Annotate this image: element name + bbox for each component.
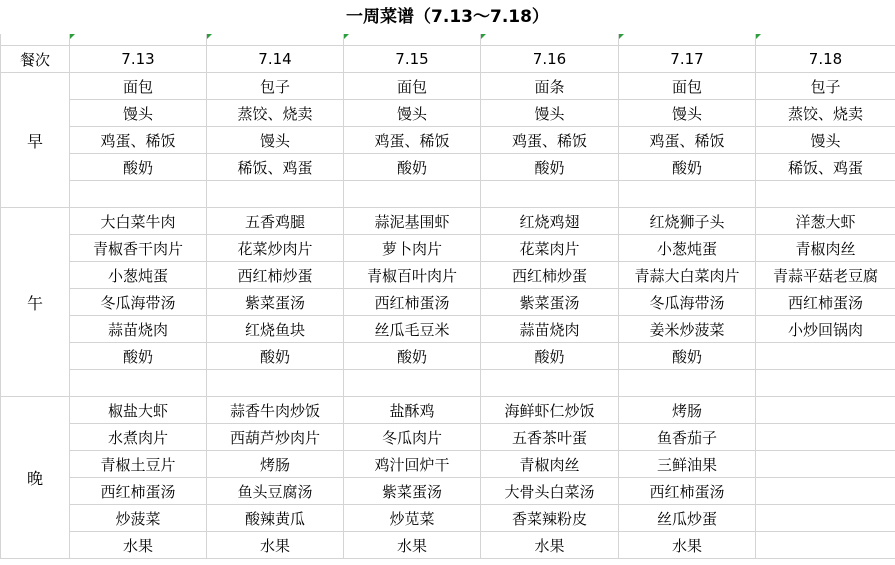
dish-cell[interactable]: 小葱炖蛋: [619, 235, 756, 262]
dish-cell[interactable]: 酸奶: [344, 154, 481, 181]
dish-cell[interactable]: 青蒜平菇老豆腐: [756, 262, 895, 289]
dish-cell[interactable]: 水果: [344, 532, 481, 559]
dinner-label-cell[interactable]: 晚: [1, 397, 70, 559]
dish-cell[interactable]: 青椒肉丝: [756, 235, 895, 262]
dish-cell[interactable]: 馒头: [344, 100, 481, 127]
lunch-label-cell[interactable]: 午: [1, 208, 70, 397]
dish-cell[interactable]: [756, 532, 895, 559]
dish-cell[interactable]: 鱼头豆腐汤: [207, 478, 344, 505]
dish-cell[interactable]: 海鲜虾仁炒饭: [481, 397, 619, 424]
dish-cell[interactable]: [756, 505, 895, 532]
dish-cell[interactable]: 蒜泥基围虾: [344, 208, 481, 235]
dish-cell[interactable]: 西红柿蛋汤: [344, 289, 481, 316]
dish-cell[interactable]: 小葱炖蛋: [70, 262, 207, 289]
dish-cell[interactable]: [756, 397, 895, 424]
dish-cell[interactable]: 水果: [619, 532, 756, 559]
empty-cell[interactable]: [756, 181, 895, 208]
dish-cell[interactable]: 大骨头白菜汤: [481, 478, 619, 505]
empty-cell[interactable]: [207, 181, 344, 208]
dish-cell[interactable]: 水煮肉片: [70, 424, 207, 451]
dish-cell[interactable]: 酸奶: [619, 343, 756, 370]
dish-cell[interactable]: 西红柿蛋汤: [70, 478, 207, 505]
dish-cell[interactable]: 紫菜蛋汤: [344, 478, 481, 505]
dish-cell[interactable]: 香菜辣粉皮: [481, 505, 619, 532]
dish-cell[interactable]: 面条: [481, 73, 619, 100]
dish-cell[interactable]: 烤肠: [207, 451, 344, 478]
date-cell[interactable]: 7.17: [619, 46, 756, 73]
dish-cell[interactable]: 蒸饺、烧卖: [207, 100, 344, 127]
breakfast-row: [1, 154, 895, 181]
empty-cell[interactable]: [619, 181, 756, 208]
grid-cell[interactable]: [344, 34, 481, 46]
dish-cell[interactable]: 冬瓜肉片: [344, 424, 481, 451]
dish-cell[interactable]: 三鲜油果: [619, 451, 756, 478]
dish-cell[interactable]: 丝瓜毛豆米: [344, 316, 481, 343]
dinner-row: [1, 451, 895, 478]
dish-cell[interactable]: 西红柿炒蛋: [207, 262, 344, 289]
dish-cell[interactable]: 鸡蛋、稀饭: [344, 127, 481, 154]
dish-cell[interactable]: 炒菠菜: [70, 505, 207, 532]
dish-cell[interactable]: 青椒百叶肉片: [344, 262, 481, 289]
dish-cell[interactable]: 花菜肉片: [481, 235, 619, 262]
empty-cell[interactable]: [481, 370, 619, 397]
dish-cell[interactable]: 姜米炒菠菜: [619, 316, 756, 343]
dish-cell[interactable]: 蒜苗烧肉: [481, 316, 619, 343]
dish-cell[interactable]: 萝卜肉片: [344, 235, 481, 262]
empty-cell[interactable]: [70, 181, 207, 208]
dish-cell[interactable]: 花菜炒肉片: [207, 235, 344, 262]
empty-cell[interactable]: [70, 370, 207, 397]
dish-cell[interactable]: 紫菜蛋汤: [207, 289, 344, 316]
dish-cell[interactable]: [756, 478, 895, 505]
dish-cell[interactable]: 酸奶: [481, 343, 619, 370]
lunch-row: [1, 316, 895, 343]
dish-cell[interactable]: 酸奶: [344, 343, 481, 370]
dinner-row: [1, 397, 895, 424]
dish-cell[interactable]: 紫菜蛋汤: [481, 289, 619, 316]
date-cell[interactable]: 7.16: [481, 46, 619, 73]
dish-cell[interactable]: 西红柿蛋汤: [756, 289, 895, 316]
dish-cell[interactable]: 包子: [207, 73, 344, 100]
dish-cell[interactable]: 水果: [207, 532, 344, 559]
empty-cell[interactable]: [207, 370, 344, 397]
dish-cell[interactable]: 鸡蛋、稀饭: [70, 127, 207, 154]
dish-cell[interactable]: [756, 424, 895, 451]
dish-cell[interactable]: 鱼香茄子: [619, 424, 756, 451]
dish-cell[interactable]: 包子: [756, 73, 895, 100]
dish-cell[interactable]: 红烧狮子头: [619, 208, 756, 235]
dish-cell[interactable]: 西红柿蛋汤: [619, 478, 756, 505]
dish-cell[interactable]: 青椒香干肉片: [70, 235, 207, 262]
breakfast-label-cell[interactable]: 早: [1, 73, 70, 208]
meal-header-cell[interactable]: 餐次: [1, 46, 70, 73]
dish-cell[interactable]: 五香茶叶蛋: [481, 424, 619, 451]
dish-cell[interactable]: 冬瓜海带汤: [70, 289, 207, 316]
dish-cell[interactable]: 鸡蛋、稀饭: [619, 127, 756, 154]
dish-cell[interactable]: 酸奶: [481, 154, 619, 181]
dish-cell[interactable]: 馒头: [619, 100, 756, 127]
dinner-row: [1, 478, 895, 505]
dish-cell[interactable]: 水果: [70, 532, 207, 559]
dish-cell[interactable]: 烤肠: [619, 397, 756, 424]
dinner-row: [1, 532, 895, 559]
empty-cell[interactable]: [619, 370, 756, 397]
dish-cell[interactable]: 鸡汁回炉干: [344, 451, 481, 478]
dish-cell[interactable]: [756, 343, 895, 370]
dish-cell[interactable]: 面包: [344, 73, 481, 100]
dish-cell[interactable]: 酸奶: [70, 154, 207, 181]
date-cell[interactable]: 7.13: [70, 46, 207, 73]
breakfast-row: [1, 73, 895, 100]
dish-cell[interactable]: 馒头: [207, 127, 344, 154]
dish-cell[interactable]: 椒盐大虾: [70, 397, 207, 424]
header-row: [1, 46, 895, 73]
dish-cell[interactable]: 面包: [70, 73, 207, 100]
dish-cell[interactable]: 馒头: [756, 127, 895, 154]
dish-cell[interactable]: 青蒜大白菜肉片: [619, 262, 756, 289]
menu-table: [0, 34, 895, 559]
dish-cell[interactable]: 大白菜牛肉: [70, 208, 207, 235]
dish-cell[interactable]: 西葫芦炒肉片: [207, 424, 344, 451]
dish-cell[interactable]: 洋葱大虾: [756, 208, 895, 235]
breakfast-spacer-row: [1, 181, 895, 208]
empty-cell[interactable]: [756, 370, 895, 397]
dish-cell[interactable]: 馒头: [70, 100, 207, 127]
dish-cell[interactable]: 炒苋菜: [344, 505, 481, 532]
breakfast-row: [1, 127, 895, 154]
lunch-row: [1, 208, 895, 235]
dish-cell[interactable]: 青椒肉丝: [481, 451, 619, 478]
breakfast-row: [1, 100, 895, 127]
dish-cell[interactable]: 红烧鱼块: [207, 316, 344, 343]
grid-cell[interactable]: [619, 34, 756, 46]
empty-cell[interactable]: [344, 370, 481, 397]
dinner-row: [1, 505, 895, 532]
dinner-row: [1, 424, 895, 451]
dish-cell[interactable]: 酸辣黄瓜: [207, 505, 344, 532]
dish-cell[interactable]: [756, 451, 895, 478]
dish-cell[interactable]: 酸奶: [207, 343, 344, 370]
dish-cell[interactable]: 丝瓜炒蛋: [619, 505, 756, 532]
empty-cell[interactable]: [481, 181, 619, 208]
lunch-row: [1, 235, 895, 262]
dish-cell[interactable]: 水果: [481, 532, 619, 559]
dish-cell[interactable]: 面包: [619, 73, 756, 100]
dish-cell[interactable]: 蒜苗烧肉: [70, 316, 207, 343]
dish-cell[interactable]: 冬瓜海带汤: [619, 289, 756, 316]
date-cell[interactable]: 7.14: [207, 46, 344, 73]
date-cell[interactable]: 7.15: [344, 46, 481, 73]
lunch-row: [1, 262, 895, 289]
date-cell[interactable]: 7.18: [756, 46, 895, 73]
grid-cell[interactable]: [207, 34, 344, 46]
dish-cell[interactable]: 酸奶: [619, 154, 756, 181]
top-strip-row: [1, 34, 895, 46]
grid-cell[interactable]: [756, 34, 895, 46]
dish-cell[interactable]: 盐酥鸡: [344, 397, 481, 424]
dish-cell[interactable]: 馒头: [481, 100, 619, 127]
dish-cell[interactable]: 蒸饺、烧卖: [756, 100, 895, 127]
dish-cell[interactable]: 红烧鸡翅: [481, 208, 619, 235]
empty-cell[interactable]: [344, 181, 481, 208]
dish-cell[interactable]: 酸奶: [70, 343, 207, 370]
lunch-row: [1, 289, 895, 316]
dish-cell[interactable]: 小炒回锅肉: [756, 316, 895, 343]
dish-cell[interactable]: 稀饭、鸡蛋: [756, 154, 895, 181]
dish-cell[interactable]: 稀饭、鸡蛋: [207, 154, 344, 181]
dish-cell[interactable]: 蒜香牛肉炒饭: [207, 397, 344, 424]
grid-cell[interactable]: [1, 34, 70, 46]
grid-cell[interactable]: [481, 34, 619, 46]
dish-cell[interactable]: 鸡蛋、稀饭: [481, 127, 619, 154]
page-title: 一周菜谱（7.13～7.18）: [346, 7, 549, 27]
lunch-spacer-row: [1, 370, 895, 397]
dish-cell[interactable]: 西红柿炒蛋: [481, 262, 619, 289]
grid-cell[interactable]: [70, 34, 207, 46]
dish-cell[interactable]: 青椒土豆片: [70, 451, 207, 478]
dish-cell[interactable]: 五香鸡腿: [207, 208, 344, 235]
lunch-row: [1, 343, 895, 370]
